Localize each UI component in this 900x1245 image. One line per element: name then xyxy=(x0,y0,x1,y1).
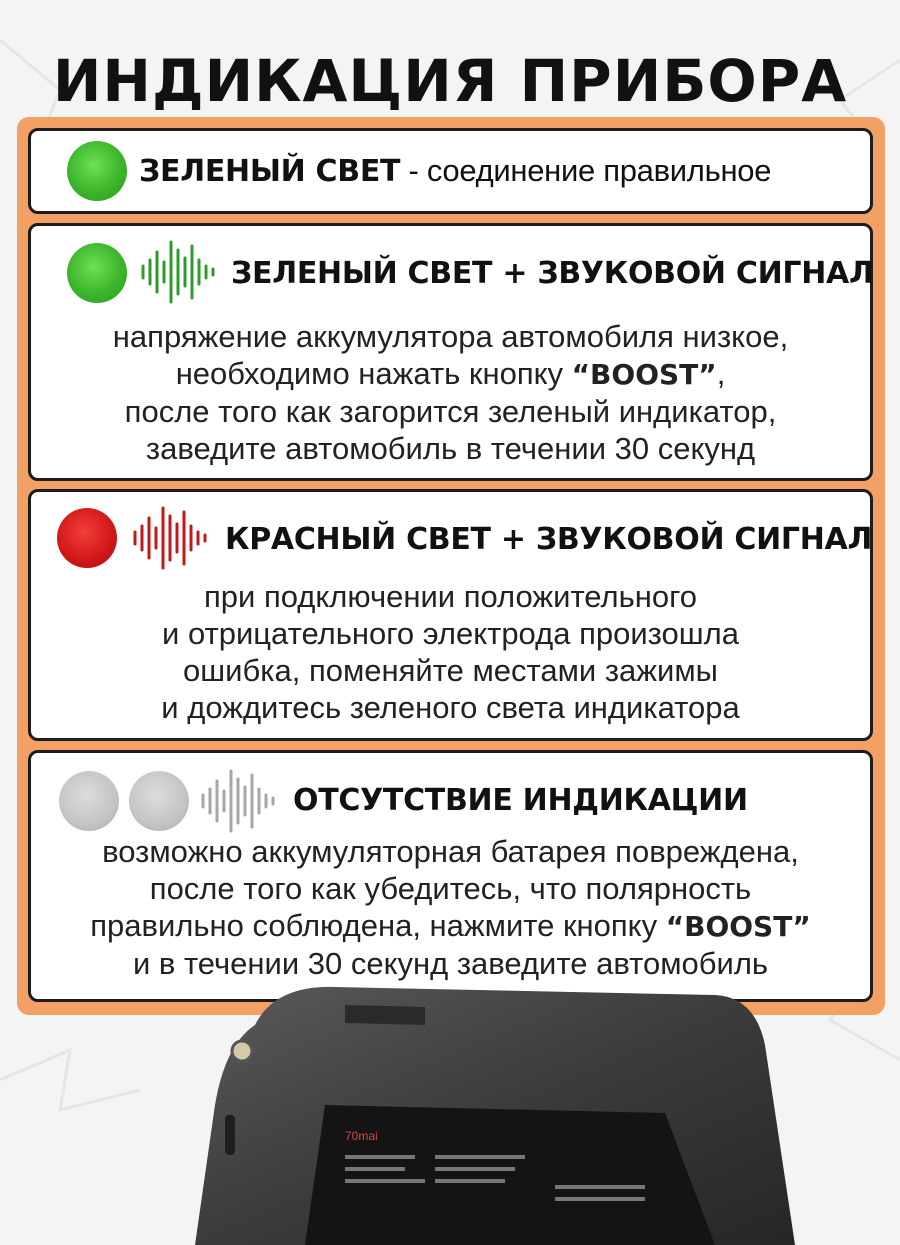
grey-indicator-icon xyxy=(59,771,119,831)
device-brand: 70mai xyxy=(345,1129,378,1143)
green-indicator-icon xyxy=(67,243,127,303)
card-heading: КРАСНЫЙ СВЕТ + ЗВУКОВОЙ СИГНАЛ xyxy=(225,522,873,557)
grey-indicator-icon xyxy=(129,771,189,831)
desc-line: ошибка, поменяйте местами зажимы xyxy=(183,653,718,688)
desc-line: и в течении 30 секунд заведите автомобиль xyxy=(132,946,769,981)
boost-label: “BOOST” xyxy=(665,910,811,943)
boost-label: “BOOST” xyxy=(571,358,717,391)
desc-line: возможно аккумуляторная батарея повреждена, xyxy=(102,834,799,869)
red-indicator-icon xyxy=(57,508,117,568)
desc-line: необходимо нажать кнопку “BOOST”, xyxy=(175,356,726,391)
card-description xyxy=(31,318,870,467)
card-green-light-sound xyxy=(28,223,873,481)
green-indicator-icon xyxy=(67,141,127,201)
card-no-indication xyxy=(28,750,873,1002)
red-sound-wave-icon xyxy=(131,502,211,574)
card-heading: ОТСУТСТВИЕ ИНДИКАЦИИ xyxy=(293,783,748,818)
desc-line: при подключении положительного xyxy=(204,579,697,614)
card-description xyxy=(31,578,870,726)
page-title: ИНДИКАЦИЯ ПРИБОРА xyxy=(52,47,848,115)
grey-sound-wave-icon xyxy=(199,765,279,837)
desc-line: после того как убедитесь, что полярность xyxy=(149,871,752,906)
desc-line: заведите автомобиль в течении 30 секунд xyxy=(145,431,756,466)
card-green-light xyxy=(28,128,873,214)
green-sound-wave-icon xyxy=(139,236,219,308)
heading-bold: ЗЕЛЕНЫЙ СВЕТ xyxy=(139,154,401,189)
card-description xyxy=(31,833,870,982)
desc-line: и дождитесь зеленого света индикатора xyxy=(161,690,740,725)
card-red-light-sound xyxy=(28,489,873,741)
desc-line: после того как загорится зеленый индикатор, xyxy=(124,394,777,429)
desc-line: правильно соблюдена, нажмите кнопку “BOOST” xyxy=(90,908,811,943)
heading-rest: - соединение правильное xyxy=(400,153,772,188)
card-heading xyxy=(139,153,771,189)
desc-line: и отрицательного электрода произошла xyxy=(162,616,739,651)
jump-starter-device-image xyxy=(195,985,795,1245)
card-heading: ЗЕЛЕНЫЙ СВЕТ + ЗВУКОВОЙ СИГНАЛ xyxy=(231,256,874,291)
desc-line: напряжение аккумулятора автомобиля низкое, xyxy=(112,319,789,354)
